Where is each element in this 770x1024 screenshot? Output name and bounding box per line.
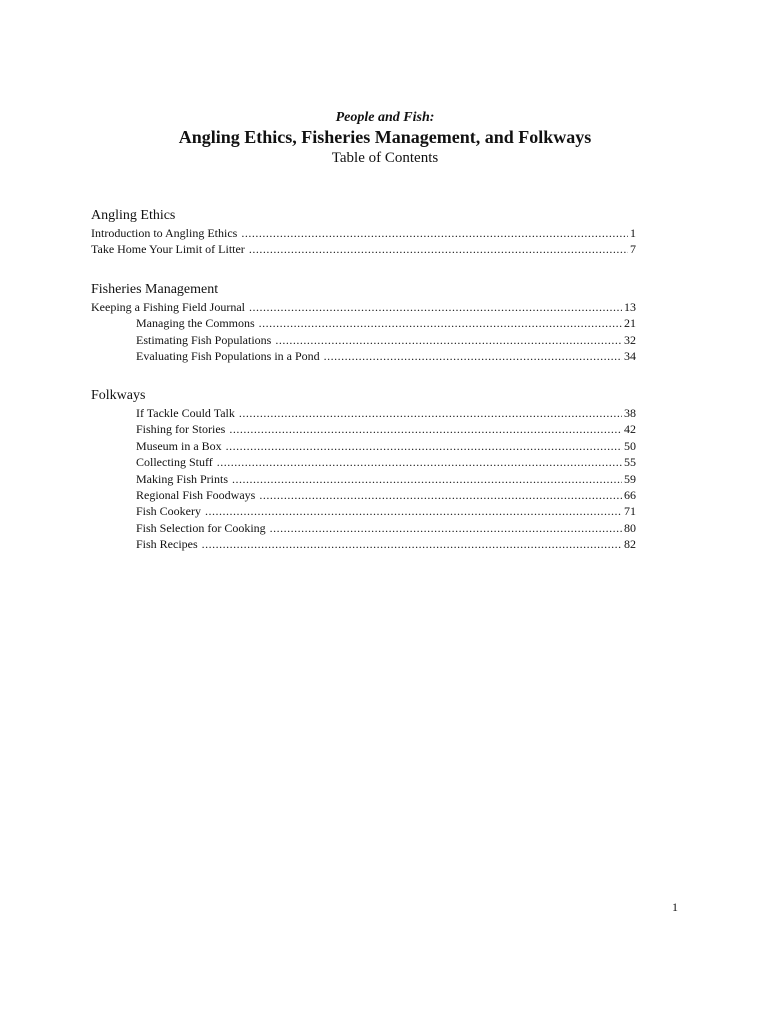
toc-entry [91,503,636,519]
toc-entry-title: Evaluating Fish Populations in a Pond [136,349,320,364]
toc-entry-title: Regional Fish Foodways [136,488,256,503]
dot-leader [259,315,622,331]
dot-leader [324,348,622,364]
toc-entry-page: 66 [624,488,636,503]
toc-entry [91,299,636,315]
dot-leader [259,487,622,503]
page-number: 1 [672,900,678,914]
toc-entry-page: 34 [624,349,636,364]
toc-entry [91,536,636,552]
toc-entry [91,438,636,454]
toc-entry [91,487,636,503]
dot-leader [275,332,622,348]
section-heading: Angling Ethics [91,208,176,223]
dot-leader [217,454,622,470]
toc-entry-page: 80 [624,520,636,535]
toc-entry [91,241,636,257]
dot-leader [226,438,622,454]
toc-section-folkways [91,387,636,553]
toc-entry-title: Introduction to Angling Ethics [91,226,238,240]
toc-entry-title: Estimating Fish Populations [136,332,272,347]
dot-leader [239,405,622,421]
toc-entry-page: 82 [624,537,636,552]
toc-entry [91,332,636,348]
toc-entry-page: 42 [624,422,636,437]
toc-entry-title: Take Home Your Limit of Litter [91,242,245,257]
dot-leader [202,536,622,552]
toc-entry-page: 55 [624,455,636,470]
toc-entry-page: 13 [624,300,636,314]
toc-entry-title: Fish Recipes [136,537,198,552]
toc-entry-page: 32 [624,332,636,347]
dot-leader [249,299,622,315]
toc-entry-title: If Tackle Could Talk [136,406,235,420]
dot-leader [232,471,622,487]
document-title: Angling Ethics, Fisheries Management, and Folkways [178,127,592,147]
toc-entry-page: 38 [624,406,636,420]
toc-entry-title: Fish Cookery [136,504,202,519]
toc-entry [91,520,636,536]
toc-entry [91,421,636,437]
toc-entry-title: Fishing for Stories [136,422,226,437]
toc-entry [91,454,636,470]
toc-entry [91,471,636,487]
toc-entry-title: Making Fish Prints [136,471,229,486]
dot-leader [241,225,628,241]
toc-entry-title: Keeping a Fishing Field Journal [91,300,245,314]
toc-section-angling-ethics [91,207,636,258]
document-supertitle: People and Fish: [335,110,435,125]
dot-leader [270,520,622,536]
toc-section-fisheries-management [91,281,636,365]
section-heading: Fisheries Management [91,282,219,297]
dot-leader [229,421,622,437]
toc-entry-page: 21 [624,316,636,331]
toc-entry-page: 7 [630,242,636,257]
toc-entry-page: 50 [624,438,636,453]
toc-entry [91,225,636,241]
toc-entry-page: 59 [624,471,636,486]
dot-leader [205,503,622,519]
toc-entry-title: Collecting Stuff [136,455,213,470]
toc-entry-title: Managing the Commons [136,316,255,331]
toc-entry-title: Fish Selection for Cooking [136,520,266,535]
toc-entry-page: 1 [630,226,636,240]
dot-leader [249,241,628,257]
toc-entry-page: 71 [624,504,636,519]
toc-entry [91,348,636,364]
toc-entry [91,315,636,331]
section-heading: Folkways [91,388,146,403]
toc-entry [91,405,636,421]
toc-entry-title: Museum in a Box [136,438,222,453]
toc-heading: Table of Contents [331,150,439,166]
